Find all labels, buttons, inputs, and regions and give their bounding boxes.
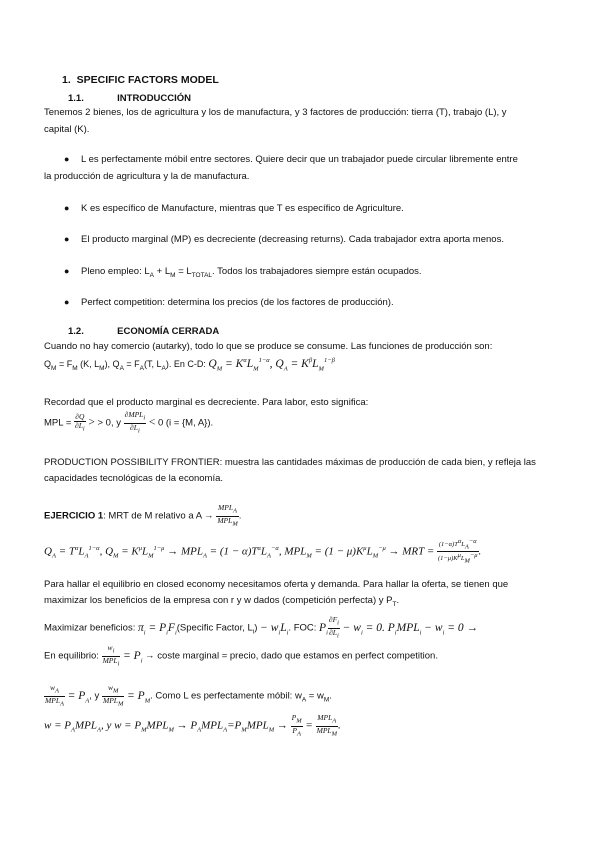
bullet-4: Pleno empleo: $L_A + L_M = L_{TOTAL}$. Todos los trabajadores siempre están ocupados.: [81, 266, 422, 279]
bullet-3: El producto marginal (MP) es decreciente (decreasing returns). Cada trabajador extra aporta menos.: [81, 234, 504, 245]
bullet-5: Perfect competition: determina los precios (de los factores de producción).: [81, 297, 394, 308]
final-equation: $w = P_AMPL_A$, y $w = P_MMPL_M \to P_AMPL_A=P_MMPL_M$ → $\frac{P_M}{P_A}$ = $\frac{MPL_A}{MPL_M}$ .: [44, 713, 341, 737]
section-number: 1.2.: [68, 326, 84, 337]
bullet-2: K es específico de Manufacture, mientras que T es específico de Agriculture.: [81, 203, 404, 214]
section-1-2-heading: [68, 326, 219, 337]
cerrada-line-1: Cuando no hay comercio (autarky), todo lo que se produce se consume. Las funciones de producción son:: [44, 341, 493, 352]
marginal-line-1: Recordad que el producto marginal es decreciente. Para labor, esto significa:: [44, 397, 369, 408]
bullet-1-line-2: la producción de agricultura y la de manufactura.: [44, 171, 250, 182]
maximizar-beneficios: Maximizar beneficios: $\pi_i$ = $P_iF_i(Specific$ Factor, $L_i) - w_iL_i$. FOC: $P_i$ $\frac{\partial F_i}{\partial L_i}$ − $w_i = 0$. $P_iMPL_i - w_i = 0$ →: [44, 615, 479, 639]
section-title: SPECIFIC FACTORS MODEL: [76, 74, 219, 86]
equilibrio-line-1: Para hallar el equilibrio en closed economy necesitamos oferta y demanda. Para hallar la oferta, se tienen que: [44, 579, 509, 590]
ppf-line-2: capacidades tecnológicas de la economía.: [44, 473, 224, 484]
section-title: INTRODUCCIÓN: [117, 93, 192, 104]
en-equilibrio: En equilibrio: $\frac{w_i}{MPL_i}$ = $P_i$ → coste marginal = precio, dado que estamos en perfect competition.: [44, 643, 438, 667]
section-1-heading: [62, 74, 219, 86]
bullet-dot: ●: [64, 154, 70, 164]
ejercicio-1: EJERCICIO 1: MRT de M relativo a A → $\frac{MPL_A}{MPL_M}$ .: [44, 503, 242, 527]
bullet-dot: ●: [64, 266, 70, 276]
section-title: ECONOMÍA CERRADA: [117, 326, 220, 337]
bullet-1-line-1: L es perfectamente móbil entre sectores. Quiere decir que un trabajador puede circular libremente entre: [81, 154, 518, 165]
ejercicio-equation: $Q_A = T^\alpha L_A^{1-\alpha}$, $Q_M = K^\mu L_M^{1-\mu} \to MPL_A = (1 - \alpha)T^\alpha L_A^{-\alpha}$, $MPL_M = (1 - \mu)K^\mu L_M^{-\mu}$ → MRT = $\frac{(1-\alpha)T^\alpha L_A^{-\alpha}}{(1-\mu)K^\mu L_M^{-\mu}}$ .: [44, 538, 482, 565]
ppf-line-1: PRODUCTION POSSIBILITY FRONTIER: muestra las cantidades máximas de producción de cada bien, y refleja las: [44, 457, 536, 468]
intro-line-1: Tenemos 2 bienes, los de agricultura y los de manufactura, y 3 factores de producción: tierra (T), trabajo (L), y: [44, 107, 507, 118]
mpl-condition: MPL = $\frac{\partial Q}{\partial L_i}$ > > 0, y $\frac{\partial MPL_i}{\partial L_i}$ < 0 (i = {M, A}).: [44, 410, 214, 434]
section-number: 1.1.: [68, 93, 84, 104]
section-1-1-heading: [68, 93, 191, 104]
bullet-dot: ●: [64, 297, 70, 307]
intro-line-2: capital (K).: [44, 124, 90, 135]
wage-ratio-line: $\frac{w_A}{MPL_A}$ = $P_A$, y $\frac{w_M}{MPL_M}$ = $P_M$. Como L es perfectamente móbil: $w_A = w_M$.: [45, 683, 332, 707]
bullet-dot: ●: [64, 234, 70, 244]
section-number: 1.: [62, 74, 71, 86]
equilibrio-line-2: maximizar los beneficios de la empresa con r y w dados (competición perfecta) y $P_T$.: [44, 595, 400, 608]
production-functions: $Q_M = F_M$ (K, $L_M$), $Q_A = F_A(T$, $L_A$). En C-D: $Q_M = K^\alpha L_M^{1-\alpha}$, $Q_A = K^\beta L_M^{1-\beta}$: [44, 357, 335, 373]
bullet-dot: ●: [64, 203, 70, 213]
